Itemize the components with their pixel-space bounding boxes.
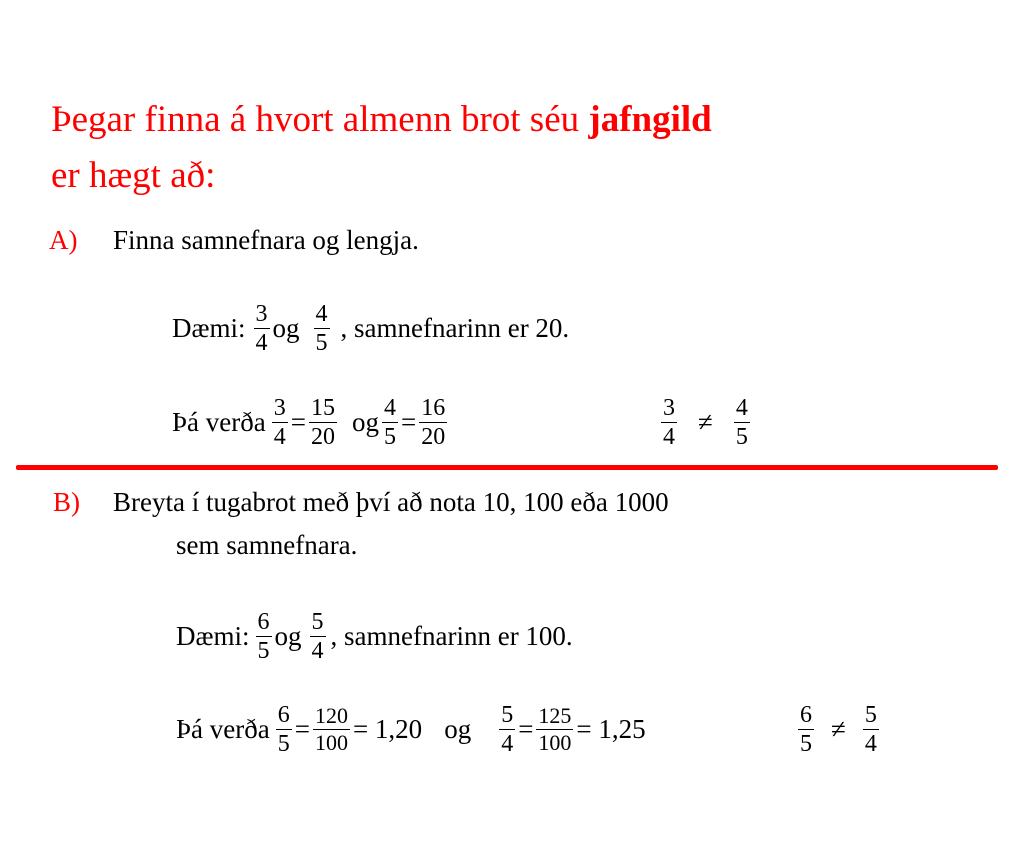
fraction: $\frac{6}{5}$ <box>800 702 812 757</box>
section-a-comparison <box>658 396 753 449</box>
fraction: $\frac{6}{5}$ <box>277 702 290 757</box>
og-text: og <box>444 714 472 744</box>
not-equal-sign: ≠ <box>831 714 846 744</box>
equals-sign: = <box>518 714 534 744</box>
example-suffix: , samnefnarinn er 100. <box>330 621 573 651</box>
fraction: $\frac{4}{5}$ <box>735 395 748 450</box>
fraction: $\frac{3}{4}$ <box>255 301 268 356</box>
decimal-value: = 1,20 <box>352 714 423 744</box>
equals-sign: = <box>290 407 306 437</box>
title-keyword: jafngild <box>588 99 712 140</box>
section-divider <box>16 465 998 470</box>
fraction: $\frac{120}{100}$ <box>314 703 348 755</box>
fraction: $\frac{3}{4}$ <box>273 395 286 450</box>
result-prefix: Þá verða <box>172 407 266 437</box>
equals-sign: = <box>400 407 417 437</box>
section-b-label: B) <box>53 487 80 517</box>
fraction: $\frac{15}{20}$ <box>310 395 335 450</box>
og-text: og <box>351 407 379 437</box>
section-a-label: A) <box>49 225 78 255</box>
fraction: $\frac{5}{4}$ <box>311 609 324 664</box>
fraction: $\frac{4}{5}$ <box>383 395 396 450</box>
example-prefix: Dæmi: <box>176 621 250 651</box>
fraction: $\frac{4}{5}$ <box>315 301 328 356</box>
decimal-value: = 1,25 <box>576 714 646 744</box>
section-b-result <box>176 703 646 756</box>
example-prefix: Dæmi: <box>172 313 246 343</box>
result-prefix: Þá verða <box>176 714 270 744</box>
section-b-text-line1: Breyta í tugabrot með því að nota 10, 100 eða 1000 <box>113 487 669 517</box>
section-a-result <box>172 396 450 449</box>
example-suffix: , samnefnarinn er 20. <box>340 313 570 343</box>
fraction: $\frac{3}{4}$ <box>663 395 675 450</box>
page-title <box>51 100 712 140</box>
fraction: $\frac{125}{100}$ <box>538 703 572 755</box>
section-a-example <box>172 302 569 355</box>
title-line1-prefix: Þegar finna á hvort almenn brot séu <box>51 99 589 140</box>
og-text: og <box>274 621 302 651</box>
fraction: $\frac{5}{4}$ <box>864 702 877 757</box>
section-b-comparison <box>795 703 882 756</box>
equals-sign: = <box>294 714 310 744</box>
section-b-text-line2: sem samnefnara. <box>176 530 358 560</box>
section-b-example <box>176 610 573 663</box>
not-equal-sign: ≠ <box>698 407 713 437</box>
section-a-text: Finna samnefnara og lengja. <box>113 225 419 255</box>
fraction: $\frac{5}{4}$ <box>501 702 514 757</box>
fraction: $\frac{16}{20}$ <box>421 395 446 450</box>
page-title-line2: er hægt að: <box>51 155 216 196</box>
fraction: $\frac{6}{5}$ <box>257 609 270 664</box>
og-text: og <box>272 313 300 343</box>
